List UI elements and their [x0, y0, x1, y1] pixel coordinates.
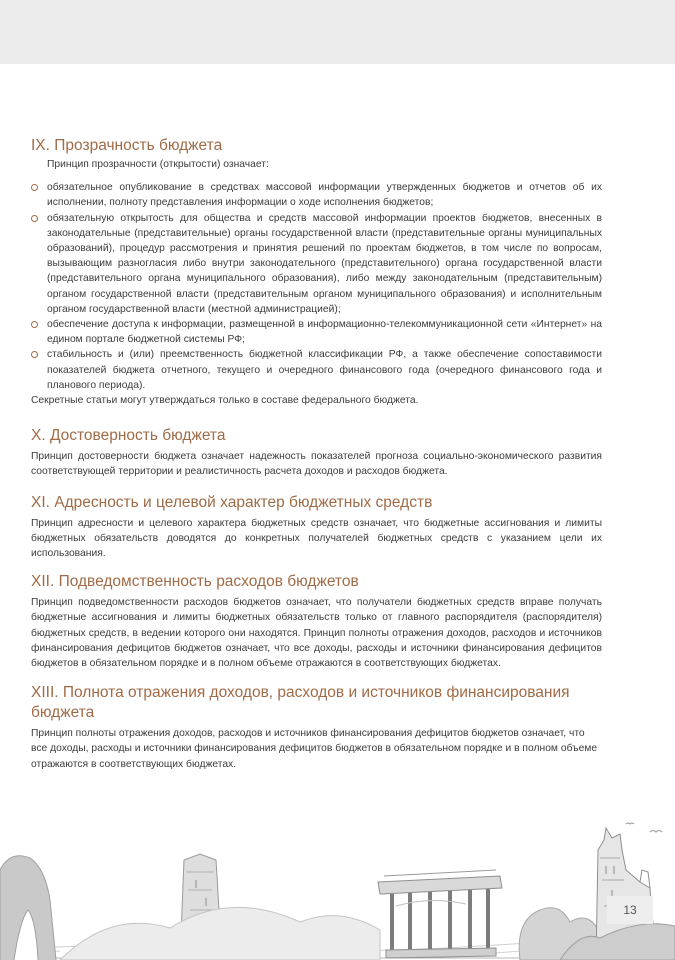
list-item: обязательное опубликование в средствах массовой информации утвержденных бюджетов и отчетов об их исполнении, полноту представления информации о ходе исполнения бюджетов;	[31, 180, 602, 210]
section-text: Принцип достоверности бюджета означает надежность показателей прогноза социально-экономического развития соответствующей территории и реалистичность расчета доходов и расходов бюджета.	[31, 451, 602, 478]
header-band	[0, 0, 675, 64]
section-text: Принцип адресности и целевого характера бюджетных средств означает, что бюджетные ассигнования и лимиты бюджетных обязательств доводятся до конкретных получателей бюджетных средств с указанием цели их использования.	[31, 517, 602, 560]
section-completeness	[31, 683, 602, 772]
list-item: стабильность и (или) преемственность бюджетной классификации РФ, а также обеспечение сопоставимости показателей бюджета отчетного, текущего и очередного финансового года (очередного финансового года и планового периода).	[31, 347, 602, 393]
ring-bullet-icon	[31, 215, 38, 222]
section-title: X. Достоверность бюджета	[31, 427, 226, 445]
bullet-list	[31, 180, 602, 393]
ring-bullet-icon	[31, 351, 38, 358]
section-reliability	[31, 426, 602, 479]
page-number: 13	[607, 896, 653, 924]
section-title: XI. Адресность и целевой характер бюджетных средств	[31, 493, 433, 511]
section-text: Принцип подведомственности расходов бюджетов означает, что получатели бюджетных средств вправе получать бюджетные ассигнования и лимиты бюджетных обязательств только от главного распорядителя (распорядителя) бюджетных средств, в ведении которого они находятся. Принцип полноты отражения доходов, расходов и источников финансирования дефицитов бюджетов означает, что все доходы, расходы и источники финансирования дефицитов бюджетов в обязательном порядке и в полном объеме отражаются в соответствующих бюджетах.	[31, 597, 602, 670]
section-outro: Секретные статьи могут утверждаться только в составе федерального бюджета.	[31, 395, 419, 407]
section-subordination	[31, 572, 602, 671]
section-intro: Принцип прозрачности (открытости) означает:	[47, 159, 269, 170]
ring-bullet-icon	[31, 184, 38, 191]
list-item: обеспечение доступа к информации, размещенной в информационно-телекоммуникационной сети «Интернет» на едином портале бюджетной системы РФ;	[31, 317, 602, 347]
section-title: XII. Подведомственность расходов бюджетов	[31, 573, 359, 591]
section-transparency	[31, 136, 602, 408]
page-content	[31, 136, 602, 772]
section-title: XIII. Полнота отражения доходов, расходов и источников финансирования бюджета	[31, 684, 570, 722]
ring-bullet-icon	[31, 321, 38, 328]
section-text: Принцип полноты отражения доходов, расходов и источников финансирования дефицитов бюджетов означает, что все доходы, расходы и источники финансирования дефицитов бюджетов в обязательном порядке и в полном объеме отражаются в соответствующих бюджетах.	[31, 728, 598, 770]
landmark-sketch-illustration	[0, 810, 675, 960]
section-targeting	[31, 493, 602, 562]
section-title: IX. Прозрачность бюджета	[31, 137, 223, 154]
list-item: обязательную открытость для общества и средств массовой информации проектов бюджетов, внесенных в законодательные (представительные) органы государственной власти (представительные органы муниципальных образований), процедур рассмотрения и принятия решений по проектам бюджетов, в том числе по вопросам, вызывающим разногласия либо внутри законодательного (представительного) органа государственной власти (представительного органа муниципального образования), либо между законодательным (представительным) органом государственной власти (представительным органом муниципального образования) и исполнительным органом государственной власти (местной администрацией);	[31, 211, 602, 317]
